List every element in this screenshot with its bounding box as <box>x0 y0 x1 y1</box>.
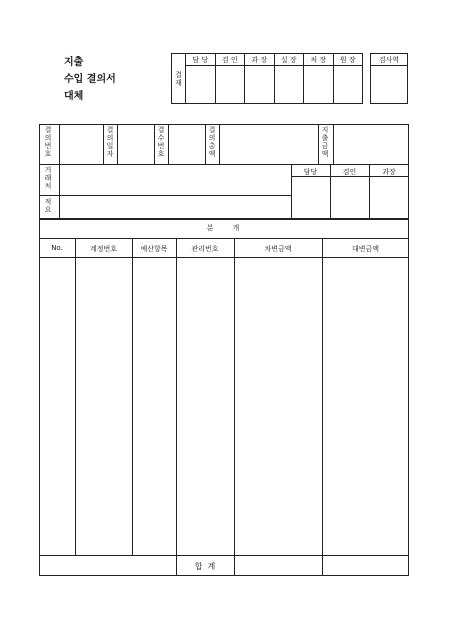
auditor-box <box>370 53 408 104</box>
col-management-no: 관리번호 <box>191 245 219 253</box>
journal-title: 분 개 <box>206 224 242 232</box>
total-debit-field[interactable] <box>235 556 321 575</box>
sign-col-manager: 과장 <box>382 168 396 176</box>
approval-box <box>171 53 363 104</box>
col-budget-item: 예산항목 <box>140 245 168 253</box>
auditor-label: 검사역 <box>371 54 408 66</box>
title-income-resolution: 수입 결의서 <box>64 74 116 85</box>
approval-col-inspector: 검 인 <box>215 54 245 66</box>
resolution-date-field[interactable] <box>118 125 153 163</box>
title-transfer: 대체 <box>64 91 84 102</box>
col-account-no: 계정번호 <box>89 245 118 253</box>
label-resolution-date: 결의일자 <box>106 126 114 158</box>
receipt-no-field[interactable] <box>169 125 204 163</box>
sign-manager[interactable] <box>370 177 408 218</box>
approval-col-office-head: 실 장 <box>274 54 304 66</box>
expense-amount-field[interactable] <box>334 125 408 163</box>
label-resolution-no: 결의번호 <box>44 126 52 158</box>
sign-col-staff: 담당 <box>303 168 318 176</box>
approval-col-staff: 담 당 <box>186 54 216 66</box>
approval-side-label: 결재 <box>172 54 186 104</box>
total-credit-field[interactable] <box>323 556 408 575</box>
total-amount-field[interactable] <box>220 125 317 163</box>
summary-field[interactable] <box>60 196 290 218</box>
label-summary: 적요 <box>44 198 52 214</box>
col-no: No. <box>51 244 63 252</box>
approval-col-director: 처 장 <box>304 54 334 66</box>
approval-col-president: 원 장 <box>333 54 363 66</box>
label-receipt-no: 결수번호 <box>157 126 165 158</box>
auditor-sign[interactable] <box>371 66 408 104</box>
sign-inspector[interactable] <box>331 177 368 218</box>
label-expense-amount: 지출금액 <box>321 126 329 158</box>
label-total-amount: 결의총액 <box>208 126 216 158</box>
approval-sign-president[interactable] <box>333 66 363 104</box>
approval-sign-office-head[interactable] <box>274 66 304 104</box>
approval-col-manager: 과 장 <box>245 54 275 66</box>
resolution-no-field[interactable] <box>60 125 102 163</box>
journal-entry-area[interactable] <box>40 258 408 554</box>
sign-col-inspector: 검인 <box>342 168 357 176</box>
approval-sign-inspector[interactable] <box>215 66 245 104</box>
approval-sign-manager[interactable] <box>245 66 275 104</box>
total-label: 합 계 <box>194 562 216 571</box>
col-debit: 차변금액 <box>264 245 292 253</box>
vendor-field[interactable] <box>60 165 290 194</box>
sign-staff[interactable] <box>292 177 329 218</box>
label-vendor: 거래처 <box>44 166 52 190</box>
approval-sign-staff[interactable] <box>186 66 216 104</box>
col-credit: 대변금액 <box>351 245 380 253</box>
approval-sign-director[interactable] <box>304 66 334 104</box>
title-expense: 지출 <box>64 57 84 68</box>
